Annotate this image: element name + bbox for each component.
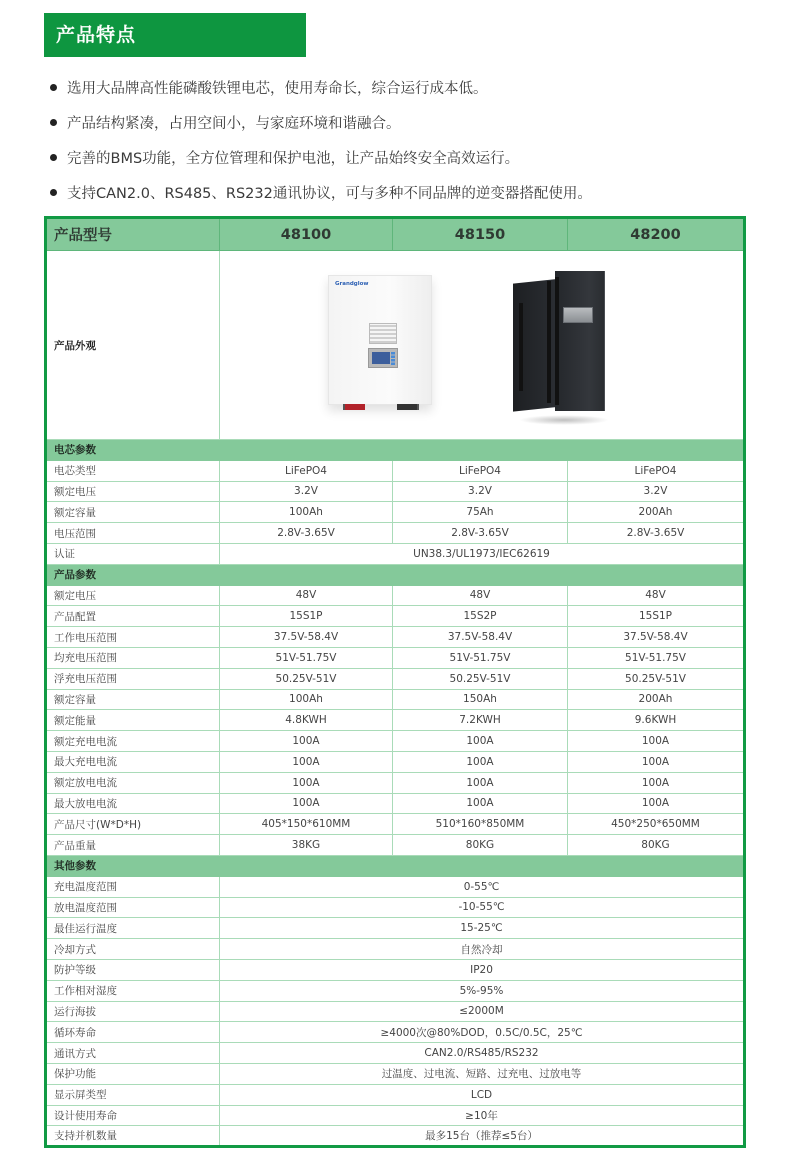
spec-row [46, 1022, 745, 1043]
spec-value: 4.8KWH [220, 710, 393, 731]
spec-label: 显示屏类型 [46, 1084, 220, 1105]
spec-row [46, 668, 745, 689]
section-title: 产品特点 [56, 24, 137, 46]
feature-item [48, 70, 768, 105]
wall-mounted-battery-photo [328, 275, 432, 405]
spec-value: 100A [220, 751, 393, 772]
spec-value: 150Ah [393, 689, 568, 710]
spec-value: 200Ah [568, 502, 745, 523]
section-header-row [46, 564, 745, 585]
spec-row [46, 918, 745, 939]
spec-value: 38KG [220, 835, 393, 856]
bullet-icon [50, 84, 57, 91]
spec-value: 450*250*650MM [568, 814, 745, 835]
spec-value: 510*160*850MM [393, 814, 568, 835]
spec-label: 最大放电电流 [46, 793, 220, 814]
spec-row [46, 751, 745, 772]
lcd-display-graphic [368, 348, 398, 368]
feature-text: 支持CAN2.0、RS485、RS232通讯协议，可与多种不同品牌的逆变器搭配使用。 [67, 186, 592, 202]
spec-value: 100Ah [220, 502, 393, 523]
spec-value: 100A [393, 731, 568, 752]
section-fill [220, 564, 745, 585]
section-title: 电芯参数 [46, 440, 220, 461]
spec-value: 200Ah [568, 689, 745, 710]
bullet-icon [50, 154, 57, 161]
spec-row [46, 1084, 745, 1105]
spec-value: 100A [393, 793, 568, 814]
spec-label: 浮充电压范围 [46, 668, 220, 689]
spec-value: 51V-51.75V [220, 647, 393, 668]
spec-table [44, 216, 746, 1148]
feature-list [48, 70, 768, 210]
spec-value: 15S2P [393, 606, 568, 627]
spec-row [46, 585, 745, 606]
spec-value: 405*150*610MM [220, 814, 393, 835]
spec-row [46, 543, 745, 564]
spec-row [46, 710, 745, 731]
spec-value: 100A [220, 731, 393, 752]
spec-label: 循环寿命 [46, 1022, 220, 1043]
spec-value: 15S1P [568, 606, 745, 627]
spec-label: 额定电压 [46, 481, 220, 502]
spec-label: 均充电压范围 [46, 647, 220, 668]
spec-value: LiFePO4 [220, 460, 393, 481]
spec-value: 100A [393, 772, 568, 793]
spec-value: 3.2V [393, 481, 568, 502]
section-title: 其他参数 [46, 855, 220, 876]
spec-value: LiFePO4 [568, 460, 745, 481]
feature-item [48, 105, 768, 140]
spec-value: 100A [568, 793, 745, 814]
spec-label: 额定充电电流 [46, 731, 220, 752]
spec-label: 额定容量 [46, 502, 220, 523]
spec-row [46, 627, 745, 648]
spec-row [46, 502, 745, 523]
brand-logo: Grandglow [335, 281, 369, 287]
model-header-label: 产品型号 [46, 218, 220, 251]
spec-row [46, 959, 745, 980]
spec-label: 额定电压 [46, 585, 220, 606]
nameplate-graphic [369, 323, 397, 344]
spec-row [46, 481, 745, 502]
spec-value: 15S1P [220, 606, 393, 627]
spec-value: 100A [220, 772, 393, 793]
spec-value: ≤2000M [220, 1001, 745, 1022]
spec-row [46, 689, 745, 710]
spec-value: 51V-51.75V [568, 647, 745, 668]
spec-value: 过温度、过电流、短路、过充电、过放电等 [220, 1063, 745, 1084]
spec-label: 设计使用寿命 [46, 1105, 220, 1126]
section-header-row [46, 855, 745, 876]
spec-value: 37.5V-58.4V [568, 627, 745, 648]
spec-value: 48V [568, 585, 745, 606]
spec-row [46, 897, 745, 918]
spec-value: 75Ah [393, 502, 568, 523]
spec-value: ≥10年 [220, 1105, 745, 1126]
spec-label: 额定能量 [46, 710, 220, 731]
spec-value: 3.2V [568, 481, 745, 502]
spec-value: 100A [568, 731, 745, 752]
spec-row [46, 980, 745, 1001]
spec-value: 2.8V-3.65V [568, 523, 745, 544]
feature-text: 选用大品牌高性能磷酸铁锂电芯，使用寿命长，综合运行成本低。 [67, 81, 488, 97]
spec-label: 支持并机数量 [46, 1126, 220, 1147]
spec-label: 保护功能 [46, 1063, 220, 1084]
spec-row [46, 523, 745, 544]
spec-value: 80KG [568, 835, 745, 856]
model-48200: 48200 [568, 218, 745, 251]
spec-value: 51V-51.75V [393, 647, 568, 668]
section-header-row [46, 440, 745, 461]
spec-row [46, 460, 745, 481]
spec-row [46, 731, 745, 752]
spec-label: 电压范围 [46, 523, 220, 544]
spec-value: 100Ah [220, 689, 393, 710]
bullet-icon [50, 189, 57, 196]
feature-item [48, 140, 768, 175]
spec-label: 电芯类型 [46, 460, 220, 481]
spec-value: IP20 [220, 959, 745, 980]
spec-value: 7.2KWH [393, 710, 568, 731]
spec-label: 最佳运行温度 [46, 918, 220, 939]
spec-value: 48V [393, 585, 568, 606]
spec-row [46, 1063, 745, 1084]
spec-value: CAN2.0/RS485/RS232 [220, 1043, 745, 1064]
model-header-row [46, 218, 745, 251]
spec-value: 5%-95% [220, 980, 745, 1001]
spec-label: 工作电压范围 [46, 627, 220, 648]
spec-row [46, 1043, 745, 1064]
spec-value: 2.8V-3.65V [393, 523, 568, 544]
spec-value: 48V [220, 585, 393, 606]
spec-row [46, 1105, 745, 1126]
section-title-banner [44, 13, 306, 57]
spec-row [46, 606, 745, 627]
feature-text: 完善的BMS功能，全方位管理和保护电池，让产品始终安全高效运行。 [67, 151, 520, 167]
spec-row [46, 793, 745, 814]
spec-value: LiFePO4 [393, 460, 568, 481]
spec-value: -10-55℃ [220, 897, 745, 918]
section-title: 产品参数 [46, 564, 220, 585]
spec-label: 产品配置 [46, 606, 220, 627]
spec-label: 额定容量 [46, 689, 220, 710]
spec-row [46, 876, 745, 897]
appearance-label: 产品外观 [46, 251, 220, 440]
spec-value: 100A [568, 751, 745, 772]
spec-label: 产品尺寸(W*D*H) [46, 814, 220, 835]
spec-row [46, 1126, 745, 1147]
model-48150: 48150 [393, 218, 568, 251]
spec-value: 3.2V [220, 481, 393, 502]
spec-value: ≥4000次@80%DOD，0.5C/0.5C，25℃ [220, 1022, 745, 1043]
spec-row [46, 1001, 745, 1022]
spec-label: 产品重量 [46, 835, 220, 856]
spec-value: 100A [220, 793, 393, 814]
spec-value: 9.6KWH [568, 710, 745, 731]
feature-item [48, 175, 768, 210]
spec-row [46, 939, 745, 960]
spec-row [46, 772, 745, 793]
spec-value: 37.5V-58.4V [220, 627, 393, 648]
spec-label: 工作相对湿度 [46, 980, 220, 1001]
spec-label: 防护等级 [46, 959, 220, 980]
spec-value: 50.25V-51V [220, 668, 393, 689]
spec-value: 100A [393, 751, 568, 772]
spec-row [46, 835, 745, 856]
spec-label: 额定放电电流 [46, 772, 220, 793]
appearance-row [46, 251, 745, 440]
spec-label: 放电温度范围 [46, 897, 220, 918]
spec-value: 15-25℃ [220, 918, 745, 939]
spec-value: 80KG [393, 835, 568, 856]
spec-value: 37.5V-58.4V [393, 627, 568, 648]
section-fill [220, 440, 745, 461]
appearance-images [220, 251, 745, 440]
spec-label: 冷却方式 [46, 939, 220, 960]
spec-value: 2.8V-3.65V [220, 523, 393, 544]
spec-value: 100A [568, 772, 745, 793]
spec-label: 运行海拔 [46, 1001, 220, 1022]
spec-label: 通讯方式 [46, 1043, 220, 1064]
spec-label: 认证 [46, 543, 220, 564]
spec-row [46, 647, 745, 668]
spec-value: 自然冷却 [220, 939, 745, 960]
spec-label: 最大充电电流 [46, 751, 220, 772]
spec-value: 最多15台（推荐≤5台） [220, 1126, 745, 1147]
section-fill [220, 855, 745, 876]
model-48100: 48100 [220, 218, 393, 251]
spec-value: 50.25V-51V [568, 668, 745, 689]
spec-label: 充电温度范围 [46, 876, 220, 897]
spec-value: 0-55℃ [220, 876, 745, 897]
spec-value: 50.25V-51V [393, 668, 568, 689]
feature-text: 产品结构紧凑，占用空间小，与家庭环境和谐融合。 [67, 116, 401, 132]
handle-graphic [563, 307, 593, 323]
cabinet-battery-photo [513, 269, 609, 417]
spec-value: UN38.3/UL1973/IEC62619 [220, 543, 745, 564]
terminal-graphic [343, 404, 365, 410]
spec-value: LCD [220, 1084, 745, 1105]
terminal-graphic [397, 404, 419, 410]
bullet-icon [50, 119, 57, 126]
spec-row [46, 814, 745, 835]
